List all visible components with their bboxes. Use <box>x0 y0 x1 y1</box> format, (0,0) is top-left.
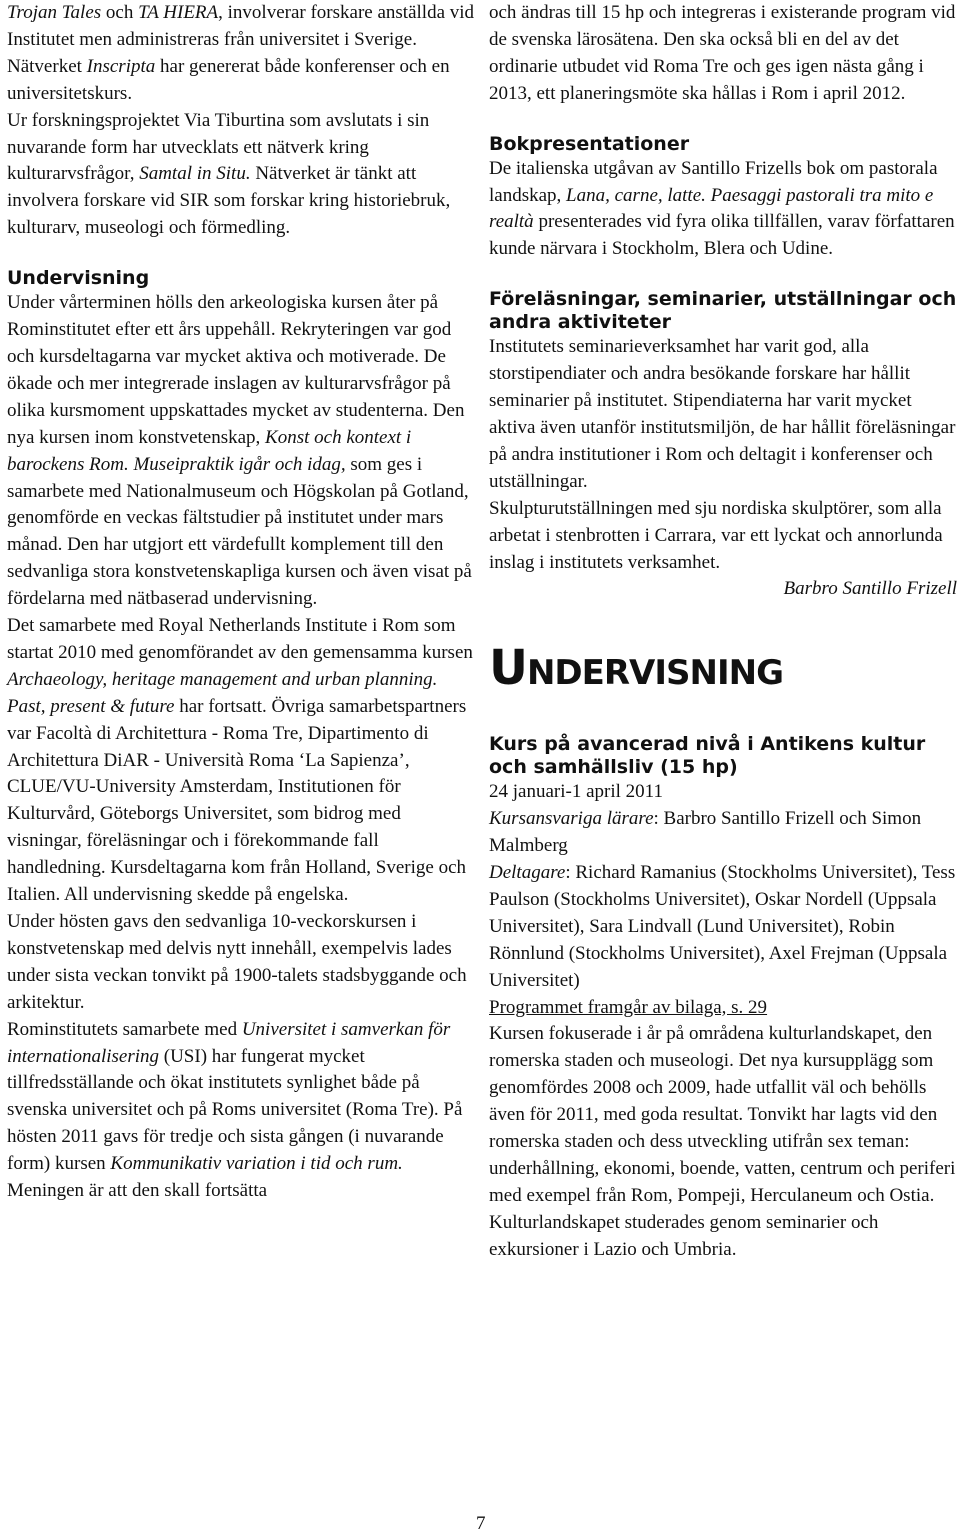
italic-text: Trojan Tales <box>7 2 102 23</box>
continuation-paragraph <box>489 0 957 108</box>
text-run: , involverar forskare anställda vid Institutet men administreras från universitet i Sverige. Nätverket <box>7 2 475 77</box>
bokpresentationer-paragraph <box>489 156 957 264</box>
hosten-paragraph <box>7 909 477 1017</box>
kurs-deltagare <box>489 860 957 995</box>
kurs-heading: Kurs på avancerad nivå i Antikens kultur och samhällsliv (15 hp) <box>489 733 926 779</box>
text-run: och <box>101 2 139 23</box>
italic-text: TA HIERA <box>138 2 219 23</box>
text-run: presenterades vid fyra olika tillfällen, varav författaren kunde närvara i Stockholm, Blera och Udine. <box>489 211 955 260</box>
text-run: Kursen fokuserade i år på områdena kulturlandskapet, den romerska staden och museologi. Det nya kursupplägg som genomfördes 2008 och 2009, hade utfallit väl och behölls även för 2011, med goda resultat. Tonvikt har lagts vid den romerska staden och dess utveckling utifrån sex teman: underhållning, ekonomi, boende, vatten, centrum och periferi med exempel från Rom, Pompeji, Herculaneum och Ostia. Kulturlandskapet studerades genom seminarier och exkursioner i Lazio och Umbria. <box>489 1023 956 1260</box>
text-run: De italienska utgåvan av Santillo Frizells bok om pastorala landskap, <box>489 157 938 206</box>
italic-text: Archaeology, heritage management and urban planning. Past, present & future <box>7 668 438 717</box>
text-run: Skulpturutställningen med sju nordiska skulptörer, som alla arbetat i stenbrotten i Carrara, var ett lyckat och annorlunda inslag i institutets verksamhet. <box>489 497 943 573</box>
text-run: Meningen är att den skall fortsätta <box>7 1180 268 1202</box>
text-run: (USI) har fungerat mycket tillfredsställande och ökat institutets synlighet både på svenska universitet och på Roms universitet (Roma Tre). På hösten 2011 gavs för tredje och sista gången (i nuvarande form) kursen <box>7 1045 463 1175</box>
signature: Barbro Santillo Frizell <box>783 578 957 600</box>
text-run: : Barbro Santillo Frizell och Simon Malmberg <box>489 808 922 857</box>
italic-text: Lana, carne, latte. Paesaggi pastorali tra mito e realtà <box>489 184 934 233</box>
left-column <box>7 0 477 1205</box>
section-title: Undervisning <box>489 640 783 697</box>
text-run: har genererat både konferenser och en universitetskurs. <box>7 55 450 104</box>
undervisning-heading: Undervisning <box>7 267 150 290</box>
italic-text: Museipraktik igår och idag, <box>133 453 346 475</box>
kurs-date: 24 januari-1 april 2011 <box>489 781 663 803</box>
page-number: 7 <box>476 1513 486 1534</box>
text-run: : Richard Ramanius (Stockholms Universitet), Tess Paulson (Stockholms Universitet), Oskar Nordell (Uppsala Universitet), Sara Lindvall (Lund Universitet), Robin Rönnlund (Stockholms Universitet), Axel Frejman (Uppsala Universitet) <box>489 862 956 991</box>
kurs-text <box>489 1021 957 1263</box>
italic-text: Kommunikativ variation i tid och rum. <box>110 1153 403 1175</box>
forelasningar-heading: Föreläsningar, seminarier, utställningar och andra aktiviteter <box>489 288 957 334</box>
right-column <box>489 0 957 1264</box>
bokpresentationer-heading: Bokpresentationer <box>489 132 690 155</box>
text-run: har fortsatt. Övriga samarbetspartners var Facoltà di Architettura - Roma Tre, Dipartimento di Architettura DiAR - Università Roma ‘La Sapienza’, CLUE/VU-University Amsterdam, Institutionen för Kulturvård, Göteborgs Universitet, som bidrog med visningar, föreläsningar och i förekommande fall handledning. Kursdeltagarna kom från Holland, Sverige och Italien. All undervisning skedde på engelska. <box>7 695 467 906</box>
netherlands-paragraph <box>7 613 477 909</box>
usi-paragraph <box>7 1017 477 1205</box>
forelasningar-paragraph <box>489 334 957 495</box>
text-run: Under vårterminen hölls den arkeologiska kursen åter på Rominstitutet efter ett års uppehåll. Rekryteringen var god och kursdeltagarna var mycket aktiva och motiverade. De ökade och mer integrerade inslagen av kulturarvsfrågor på olika kursmoment uppskattades mycket av studenterna. Den nya kursen inom konstvetenskap, <box>7 292 465 448</box>
via-tiburtina-paragraph <box>7 108 477 243</box>
italic-text: Universitet i samverkan för internationalisering <box>7 1018 451 1067</box>
text-run: Ur forskningsprojektet Via Tiburtina som avslutats i sin nuvarande form har utvecklats ett nätverk kring kulturarvsfrågor, <box>7 109 430 185</box>
kurs-larare <box>489 806 957 860</box>
text-run: Nätverket är tänkt att involvera forskare vid SIR som forskar kring historiebruk, kulturarv, museologi och förmedling. <box>7 163 451 239</box>
italic-text: Inscripta <box>86 55 156 77</box>
intro-paragraph <box>7 0 477 108</box>
italic-text: Kursansvariga lärare <box>489 808 654 830</box>
vartermin-paragraph <box>7 290 477 613</box>
text-run: och ändras till 15 hp och integreras i existerande program vid de svenska lärosätena. Den ska också bli en del av det ordinarie utbudet vid Roma Tre och ges igen nästa gång i 2013, ett planeringsmöte ska hållas i Rom i april 2012. <box>489 2 956 104</box>
text-run: som ges i samarbete med Nationalmuseum och Högskolan på Gotland, genomförde en veckas fältstudier på institutet under mars månad. Den har utgjort ett värdefullt komplement till den sedvanliga stora konstvetenskapliga kursen och även visat på fördelarna med nätbaserad undervisning. <box>7 453 472 610</box>
italic-text: Konst och kontext i barockens Rom. <box>7 426 412 475</box>
text-run: Rominstitutets samarbete med <box>7 1018 242 1040</box>
skulptur-paragraph <box>489 496 957 577</box>
text-run: Det samarbete med Royal Netherlands Institute i Rom som startat 2010 med genomförandet av den gemensamma kursen <box>7 615 473 663</box>
italic-text: Deltagare <box>489 862 566 884</box>
text-run: Institutets seminarieverksamhet har varit god, alla storstipendiater och andra besökande forskare har hållit seminarier på institutet. Stipendiaterna har varit mycket aktiva även utanför institutsmiljön, de har hållit föreläsningar på andra institutioner i Rom och deltagit i konferenser och utställningar. <box>489 336 956 492</box>
programmet-link[interactable]: Programmet framgår av bilaga, s. 29 <box>489 996 768 1018</box>
italic-text: Samtal in Situ. <box>139 163 251 185</box>
text-run: Under hösten gavs den sedvanliga 10-veckorskursen i konstvetenskap med delvis nytt innehåll, exempelvis lades under sista veckan tonvikt på 1900-talets stadsbyggande och arkitektur. <box>7 911 467 1013</box>
